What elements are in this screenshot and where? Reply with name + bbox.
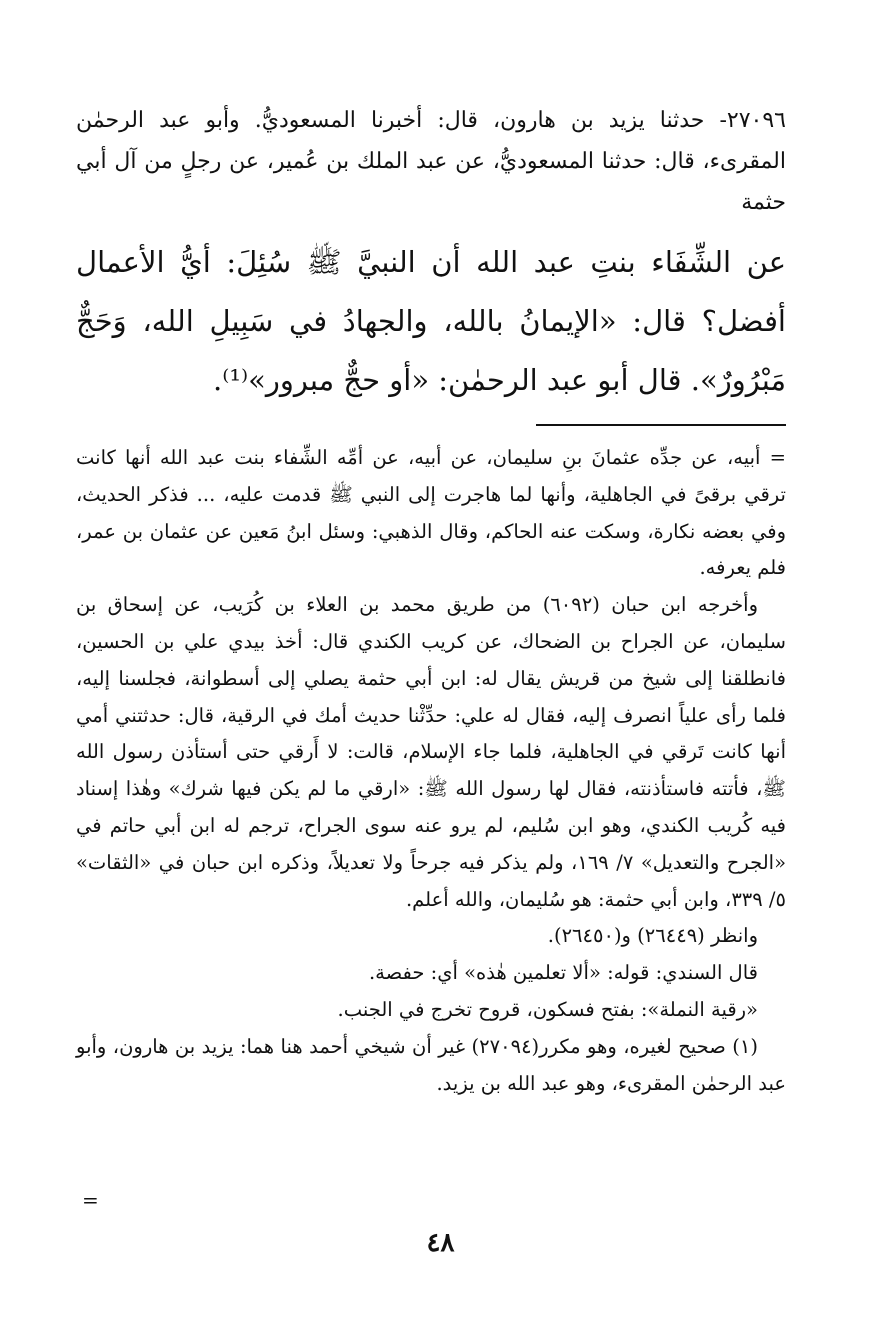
hadith-matn: عن الشِّفَاء بنتِ عبد الله أن النبيَّ ﷺ سُئِلَ: أيُّ الأعمال أفضل؟ قال: «الإيمانُ بالله، والجهادُ في سَبِيلِ الله، وَحَجٌّ مَبْرُورٌ». قال أبو عبد الرحمٰن: «أو حجٌّ مبرور»⁽¹⁾. [76, 245, 786, 397]
footnote-separator [536, 424, 786, 426]
hadith-isnad: ٢٧٠٩٦- حدثنا يزيد بن هارون، قال: أخبرنا المسعوديُّ. وأبو عبد الرحمٰن المقرىء، قال: حدثنا المسعوديُّ، عن عبد الملك بن عُمير، عن رجلٍ من آل أبي حثمة [76, 108, 786, 215]
footnotes [76, 440, 786, 1102]
page-body [76, 100, 786, 1102]
footnote-paragraph: وأخرجه ابن حبان (٦٠٩٢) من طريق محمد بن العلاء بن كُرَيب، عن إسحاق بن سليمان، عن الجراح بن الضحاك، عن كريب الكندي قال: أخذ بيدي علي بن الحسين، فانطلقنا إلى شيخ من قريش يقال له: ابن أبي حثمة يصلي إلى أسطوانة، فجلسنا إليه، فلما رأى علياً انصرف إليه، فقال له علي: حدِّثْنا حديث أمك في الرقية، قال: حدثتني أمي أنها كانت تَرقي في الجاهلية، فلما جاء الإسلام، قالت: لا أَرقي حتى أستأذن رسول الله ﷺ، فأتته فاستأذنته، فقال لها رسول الله ﷺ: «ارقي ما لم يكن فيها شرك» وهٰذا إسناد فيه كُريب الكندي، وهو ابن سُليم، لم يرو عنه سوى الجراح، ترجم له ابن أبي حاتم في «الجرح والتعديل» ٧/ ١٦٩، ولم يذكر فيه جرحاً ولا تعديلاً، وذكره ابن حبان في «الثقات» ٥/ ٣٣٩، وابن أبي حثمة: هو سُليمان، والله أعلم. [76, 593, 786, 911]
page-number: ٤٨ [426, 1228, 455, 1258]
footnote-continuation [76, 440, 786, 587]
footnote-paragraph: قال السندي: قوله: «ألا تعلمين هٰذه» أي: حفصة. [368, 961, 758, 985]
footnote-paragraph: «رقية النملة»: بفتح فسكون، قروح تخرج في الجنب. [337, 997, 758, 1021]
footnote-paragraph: أبيه، عن جدِّه عثمانَ بنِ سليمان، عن أبيه، عن أمِّه الشِّفاء بنت عبد الله أنها كانت ترقي برقىً في الجاهلية، وأنها لما هاجرت إلى النبي ﷺ قدمت عليه، ... فذكر الحديث، وفي بعضه نكارة، وسكت عنه الحاكم، وقال الذهبي: وسئل ابنُ مَعين عن عثمان بن عمر، فلم يعرفه. [76, 446, 786, 580]
footnote-1: (١) صحيح لغيره، وهو مكرر(٢٧٠٩٤) غير أن شيخي أحمد هنا هما: يزيد بن هارون، وأبو عبد الرحمٰن المقرىء، وهو عبد الله بن يزيد. [76, 1034, 786, 1095]
footnote-paragraph: وانظر (٢٦٤٤٩) و(٢٦٤٥٠). [547, 924, 758, 948]
trailing-continued-mark: = [82, 1188, 99, 1212]
continued-mark: = [769, 446, 786, 469]
